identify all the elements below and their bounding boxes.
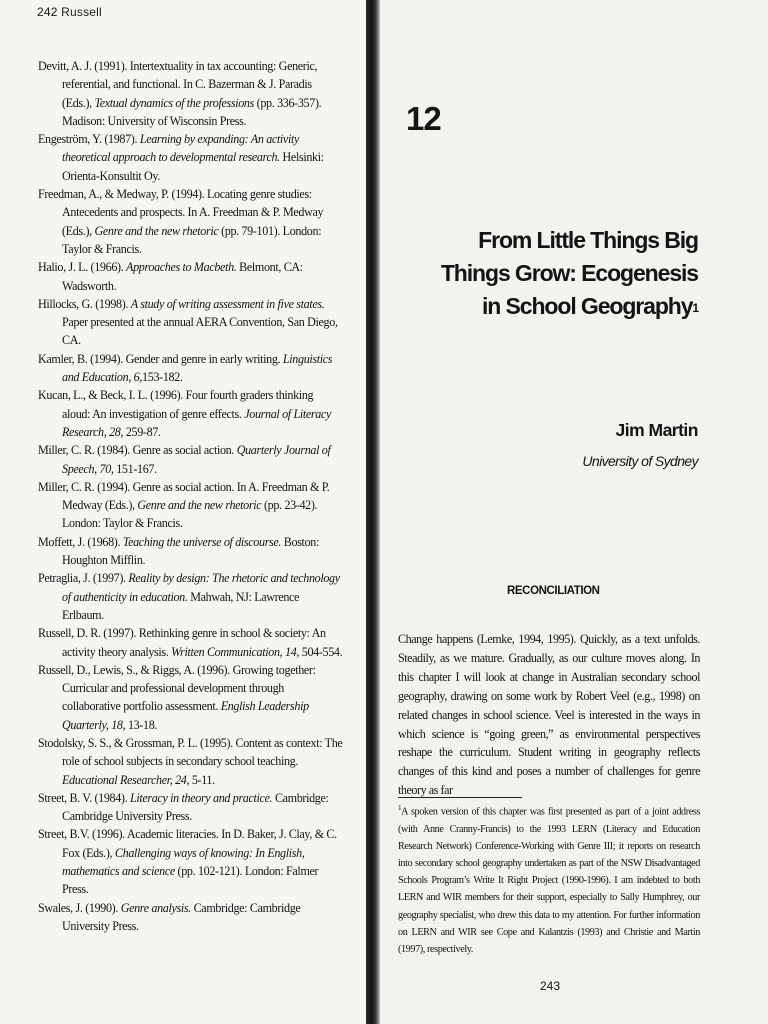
running-head: 242 Russell xyxy=(37,5,102,19)
reference-text: Kucan, L., & Beck, I. L. (1996). Four fourth graders thinking aloud: An investigation of genre effects. xyxy=(38,388,314,421)
title-footnote-marker: 1 xyxy=(692,301,698,315)
reference-title: Textual dynamics of the professions xyxy=(94,95,254,110)
reference-text: Russell, D. R. (1997). Rethinking genre in school & society: An activity theory analysis. xyxy=(38,626,326,659)
left-page xyxy=(0,0,368,1024)
reference-entry xyxy=(38,734,343,789)
reference-title: Teaching the universe of discourse. xyxy=(122,534,282,549)
reference-entry xyxy=(38,533,343,570)
reference-entry xyxy=(38,57,343,130)
reference-title: Educational Researcher, 24, xyxy=(62,772,190,787)
reference-title: Learning by expanding: An activity theoretical approach to developmental research. xyxy=(62,132,299,165)
reference-title: A study of writing assessment in five states. xyxy=(130,296,325,311)
reference-entry xyxy=(38,386,343,441)
reference-entry xyxy=(38,569,343,624)
reference-text: 13-18. xyxy=(125,717,158,732)
reference-text: Engeström, Y. (1987). xyxy=(38,132,140,147)
reference-text: Miller, C. R. (1984). Genre as social action. xyxy=(38,443,237,458)
section-heading: RECONCILIATION xyxy=(507,585,600,597)
reference-entry xyxy=(38,478,343,533)
chapter-title-line xyxy=(408,290,698,323)
reference-text: Kamler, B. (1994). Gender and genre in early writing. xyxy=(38,351,283,366)
reference-title: Written Communication, 14, xyxy=(171,644,300,659)
reference-text: Freedman, A., & Medway, P. (1994). Locating genre studies: Antecedents and prospects. In A. Freedman & P. Medway (Eds.), xyxy=(38,187,324,238)
reference-text: Cambridge: Cambridge University Press. xyxy=(62,900,301,933)
chapter-title-line: From Little Things Big xyxy=(478,227,698,253)
reference-text: Russell, D., Lewis, S., & Riggs, A. (1996). Growing together: Curricular and professional development through collaborative portfolio assessment. xyxy=(38,662,316,714)
footnote-marker: 1 xyxy=(398,804,402,812)
reference-text: Miller, C. R. (1994). Genre as social action. In A. Freedman & P. Medway (Eds.), xyxy=(38,479,330,513)
page-number: 243 xyxy=(540,979,561,993)
reference-title: Approaches to Macbeth. xyxy=(126,260,237,275)
reference-text: Cambridge: Cambridge University Press. xyxy=(62,790,329,824)
reference-text: Halio, J. L. (1966). xyxy=(38,260,127,275)
reference-text: Boston: Houghton Mifflin. xyxy=(62,534,319,568)
reference-text: 151-167. xyxy=(113,461,157,476)
reference-title: Journal of Literacy Research, 28, xyxy=(62,406,331,439)
author-affiliation: University of Sydney xyxy=(582,453,698,469)
reference-title: Challenging ways of knowing: In English, mathematics and science xyxy=(62,845,305,879)
reference-title: Genre and the new rhetoric xyxy=(137,498,262,513)
reference-text: 504-554. xyxy=(299,644,343,659)
reference-entry xyxy=(38,350,343,387)
right-page xyxy=(380,0,768,1024)
reference-entry xyxy=(38,258,343,295)
body-paragraph: Change happens (Lemke, 1994, 1995). Quickly, as a text unfolds. Steadily, as we mature. Gradually, as our culture moves along. In this chapter I will look at change in Australian secondary school geography, drawing on some work by Robert Veel (e.g., 1998) on related changes in school science. Veel is interested in the ways in which science is “going green,” as environmental perspectives reshape the curriculum. Student writing in geography reflects changes of this kind and poses a number of challenges for genre theory as far xyxy=(398,632,700,798)
reference-text: Hillocks, G. (1998). xyxy=(38,296,131,311)
footnote-text: A spoken version of this chapter was first presented as part of a joint address (with Anne Cranny-Francis) to the 1993 LERN (Literacy and Education Research Network) Conference-Working with Genre III; it reports on research into secondary school geography undertaken as part of the NSW Disadvantaged Schools Program’s Write It Right Project (1990-1996). I am indebted to both LERN and WIR members for their support, especially to Sally Humphrey, our geography specialist, who drew this data to my attention. For further information on LERN and WIR see Cope and Kalantzis (1993) and Christie and Martin (1997), respectively. xyxy=(398,806,700,956)
reference-entry xyxy=(38,130,343,185)
reference-text: 5-11. xyxy=(189,772,215,787)
reference-title: Genre and the new rhetoric xyxy=(94,223,219,238)
chapter-title-line: Things Grow: Ecogenesis xyxy=(440,260,698,286)
reference-title: Reality by design: The rhetoric and technology of authenticity in education. xyxy=(62,571,340,604)
reference-entry xyxy=(38,789,343,826)
reference-text: Devitt, A. J. (1991). Intertextuality in tax accounting: Generic, referential, and functional. In C. Bazerman & J. Paradis (Eds.), xyxy=(38,59,318,110)
book-gutter xyxy=(366,0,380,1024)
reference-entry xyxy=(38,624,343,661)
reference-entry xyxy=(38,899,343,936)
reference-text: Street, B. V. (1984). xyxy=(38,790,130,805)
reference-text: (pp. 23-42). London: Taylor & Francis. xyxy=(62,498,318,531)
author-name: Jim Martin xyxy=(615,420,698,440)
reference-entry xyxy=(38,295,343,350)
reference-text: Belmont, CA: Wadsworth. xyxy=(62,260,303,293)
reference-title: Genre analysis. xyxy=(120,900,191,915)
footnote xyxy=(398,800,700,958)
reference-title: Linguistics and Education, 6, xyxy=(62,351,333,385)
reference-text: Moffett, J. (1968). xyxy=(38,534,123,549)
chapter-title-text: in School Geography xyxy=(482,293,693,319)
reference-title: Literacy in theory and practice. xyxy=(129,790,273,805)
reference-text: (pp. 79-101). London: Taylor & Francis. xyxy=(62,223,322,256)
reference-text: Street, B.V. (1996). Academic literacies. In D. Baker, J. Clay, & C. Fox (Eds.), xyxy=(38,827,337,860)
reference-entry xyxy=(38,185,343,258)
reference-text: Petraglia, J. (1997). xyxy=(38,571,129,586)
reference-text: Stodolsky, S. S., & Grossman, P. L. (1995). Content as context: The role of school subjects in secondary school teaching. xyxy=(38,735,343,769)
reference-text: Swales, J. (1990). xyxy=(38,900,121,915)
reference-entry xyxy=(38,825,343,898)
reference-title: Quarterly Journal of Speech, 70, xyxy=(62,443,331,476)
reference-text: Helsinki: Orienta-Konsultit Oy. xyxy=(62,150,324,183)
reference-text: Mahwah, NJ: Lawrence Erlbaum. xyxy=(62,589,300,622)
reference-text: (pp. 102-121). London: Falmer Press. xyxy=(62,864,319,897)
footnote-rule xyxy=(398,797,522,798)
reference-text: (pp. 336-357). Madison: University of Wisconsin Press. xyxy=(62,95,322,128)
reference-text: 259-87. xyxy=(123,424,161,439)
reference-entry xyxy=(38,441,343,478)
chapter-number: 12 xyxy=(406,100,441,137)
reference-text: Paper presented at the annual AERA Convention, San Diego, CA. xyxy=(62,315,338,348)
reference-text: 153-182. xyxy=(142,370,183,385)
reference-title: English Leadership Quarterly, 18, xyxy=(62,699,309,732)
reference-list xyxy=(38,57,343,935)
chapter-title xyxy=(408,224,698,323)
reference-entry xyxy=(38,661,343,734)
